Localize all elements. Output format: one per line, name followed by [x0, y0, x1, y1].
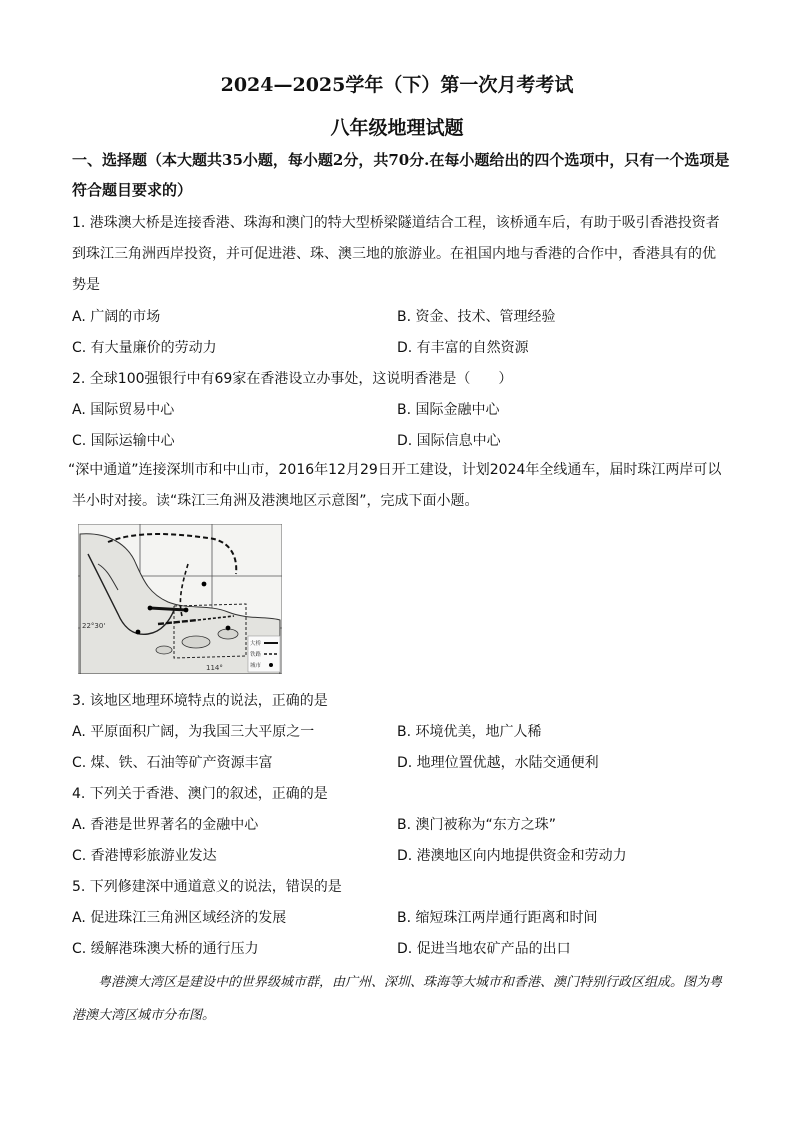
section-heading: 一、选择题（本大题共35小题，每小题2分，共70分.在每小题给出的四个选项中，只有一个选项是符合题目要求的） — [72, 151, 730, 199]
longitude-label: 114° — [206, 664, 223, 672]
exam-title: 2024—2025学年（下）第一次月考考试 — [220, 74, 574, 96]
map-legend — [248, 636, 280, 672]
context-paragraph-2: 粤港澳大湾区是建设中的世界级城市群，由广州、深圳、珠海等大城市和香港、澳门特别行政区组成。图为粤港澳大湾区城市分布图。 — [72, 975, 723, 1023]
question-2-stem: 2. 全球100强银行中有69家在香港设立办事处，这说明香港是（ ） — [72, 371, 513, 387]
question-3-option-a: A. 平原面积广阔，为我国三大平原之一 — [72, 724, 315, 740]
context-paragraph: “深中通道”连接深圳市和中山市，2016年12月29日开工建设，计划2024年全线通车，届时珠江两岸可以半小时对接。读“珠江三角洲及港澳地区示意图”，完成下面小题。 — [68, 462, 722, 509]
question-4-option-c: C. 香港博彩旅游业发达 — [72, 848, 217, 864]
question-5-option-d: D. 促进当地农矿产品的出口 — [397, 941, 571, 957]
question-5-stem: 5. 下列修建深中通道意义的说法，错误的是 — [72, 879, 342, 895]
legend-city: 城市 — [250, 663, 262, 669]
question-1-option-c: C. 有大量廉价的劳动力 — [72, 340, 217, 356]
question-1-option-b: B. 资金、技术、管理经验 — [397, 309, 556, 325]
question-4-stem: 4. 下列关于香港、澳门的叙述，正确的是 — [72, 786, 328, 802]
question-3-stem: 3. 该地区地理环境特点的说法，正确的是 — [72, 693, 328, 709]
question-4-option-b: B. 澳门被称为“东方之珠” — [397, 817, 557, 833]
question-2-option-b: B. 国际金融中心 — [397, 402, 500, 418]
question-3-option-d: D. 地理位置优越，水陆交通便利 — [397, 755, 599, 771]
pearl-river-delta-map — [78, 524, 282, 674]
question-5-option-b: B. 缩短珠江两岸通行距离和时间 — [397, 910, 598, 926]
latitude-label: 22°30' — [82, 622, 106, 630]
question-2-option-d: D. 国际信息中心 — [397, 433, 501, 449]
subject-title: 八年级地理试题 — [330, 117, 464, 139]
question-1-stem: 1. 港珠澳大桥是连接香港、珠海和澳门的特大型桥梁隧道结合工程，该桥通车后，有助于吸引香港投资者到珠江三角洲西岸投资，并可促进港、珠、澳三地的旅游业。在祖国内地与香港的合作中，香港具有的优势是 — [72, 215, 720, 293]
legend-railway: 铁路 — [250, 652, 262, 658]
map-figure — [78, 524, 282, 674]
question-3-option-c: C. 煤、铁、石油等矿产资源丰富 — [72, 755, 273, 771]
question-1-option-a: A. 广阔的市场 — [72, 309, 161, 325]
question-4-option-d: D. 港澳地区向内地提供资金和劳动力 — [397, 848, 627, 864]
question-5-option-c: C. 缓解港珠澳大桥的通行压力 — [72, 941, 259, 957]
question-3-option-b: B. 环境优美，地广人稀 — [397, 724, 542, 740]
question-5-option-a: A. 促进珠江三角洲区域经济的发展 — [72, 910, 287, 926]
question-2-option-a: A. 国际贸易中心 — [72, 402, 175, 418]
question-4-option-a: A. 香港是世界著名的金融中心 — [72, 817, 259, 833]
legend-bridge: 大桥 — [250, 641, 262, 647]
question-1-option-d: D. 有丰富的自然资源 — [397, 340, 529, 356]
question-2-option-c: C. 国际运输中心 — [72, 433, 175, 449]
